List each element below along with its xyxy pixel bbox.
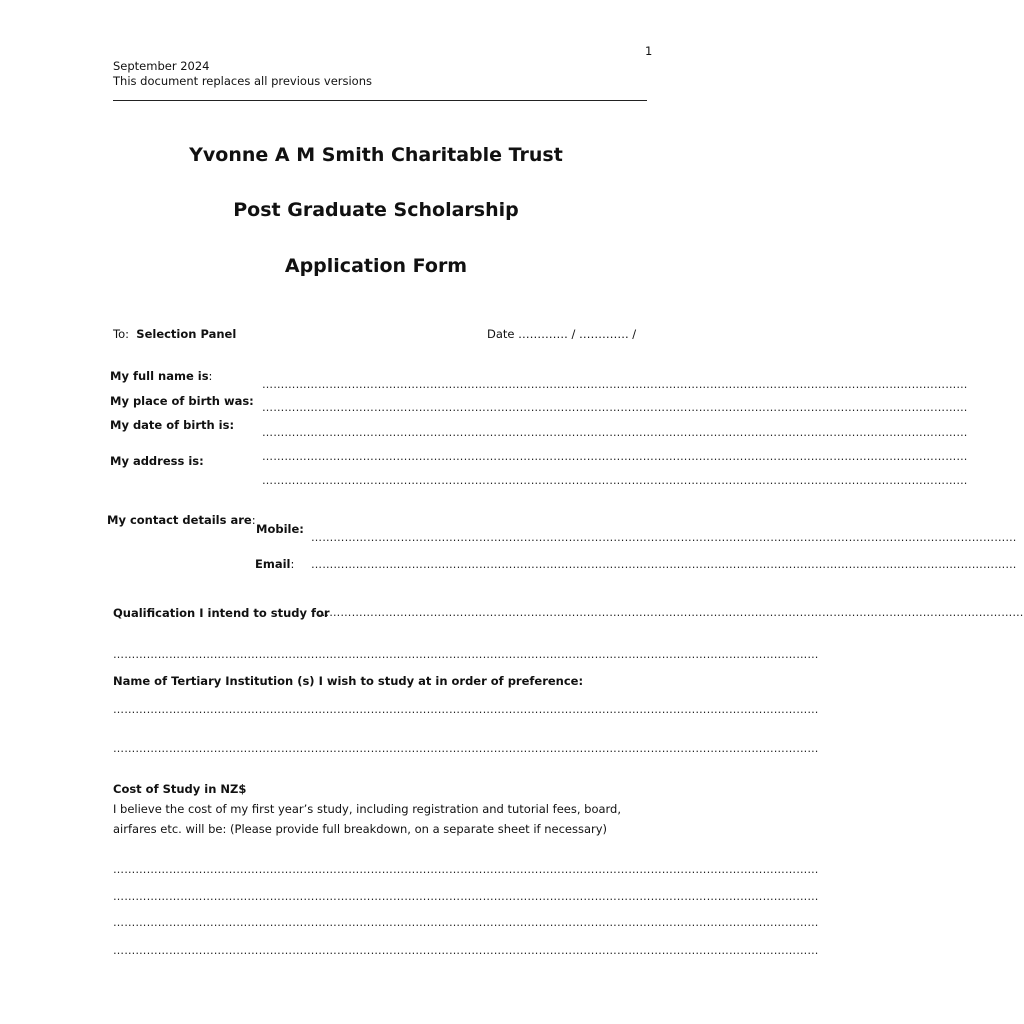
to-value: Selection Panel <box>136 327 237 341</box>
email-label-colon: : <box>290 557 295 571</box>
contact-label <box>107 513 256 527</box>
full-name-label <box>110 369 212 383</box>
email-label <box>255 557 294 571</box>
version-date: September 2024 <box>113 59 210 73</box>
mobile-label: Mobile: <box>256 522 304 536</box>
contact-label-colon: : <box>251 513 256 527</box>
address-field-line-2[interactable]: ……………………………………………………………………………………………………………………………………………………………………… <box>262 474 968 487</box>
cost-field-line-2[interactable]: ……………………………………………………………………………………………………………………………………………………………………… <box>113 890 819 903</box>
qualification-field-line-2[interactable]: ……………………………………………………………………………………………………………………………………………………………………… <box>113 648 819 661</box>
full-name-label-text: My full name is <box>110 369 209 383</box>
cost-field-line-3[interactable]: ……………………………………………………………………………………………………………………………………………………………………… <box>113 916 819 929</box>
page-number: 1 <box>645 44 653 58</box>
full-name-label-colon: : <box>208 369 213 383</box>
full-name-field[interactable]: ……………………………………………………………………………………………………………………………………………………………………… <box>262 378 968 391</box>
cost-text-line-2: airfares etc. will be: (Please provide full breakdown, on a separate sheet if necessary) <box>113 822 608 836</box>
birth-place-label: My place of birth was: <box>110 394 254 408</box>
email-field[interactable]: ……………………………………………………………………………………………………………………………………………………………………… <box>311 558 1017 571</box>
birth-place-field[interactable]: ……………………………………………………………………………………………………………………………………………………………………… <box>262 401 968 414</box>
institution-label: Name of Tertiary Institution (s) I wish to study at in order of preference: <box>113 674 584 688</box>
institution-field-line-1[interactable]: ……………………………………………………………………………………………………………………………………………………………………… <box>113 703 819 716</box>
trust-title: Yvonne A M Smith Charitable Trust <box>189 144 563 166</box>
address-label: My address is: <box>110 454 204 468</box>
birth-date-label: My date of birth is: <box>110 418 235 432</box>
date-blank: …………. / …………. / <box>518 327 637 341</box>
cost-field-line-4[interactable]: ……………………………………………………………………………………………………………………………………………………………………… <box>113 944 819 957</box>
form-title: Application Form <box>284 255 468 277</box>
cost-text-line-1: I believe the cost of my first year’s study, including registration and tutorial fees, board, <box>113 802 622 816</box>
addressee-line <box>113 327 236 341</box>
birth-date-field[interactable]: ……………………………………………………………………………………………………………………………………………………………………… <box>262 426 968 439</box>
header-divider <box>113 100 647 101</box>
cost-field-line-1[interactable]: ……………………………………………………………………………………………………………………………………………………………………… <box>113 863 819 876</box>
contact-label-text: My contact details are <box>107 513 252 527</box>
version-notice: This document replaces all previous versions <box>113 74 372 88</box>
scholarship-title: Post Graduate Scholarship <box>233 199 519 221</box>
to-label: To: <box>113 327 129 341</box>
date-field[interactable] <box>487 327 636 341</box>
address-field-line-1[interactable]: ……………………………………………………………………………………………………………………………………………………………………… <box>262 450 968 463</box>
institution-field-line-2[interactable]: ……………………………………………………………………………………………………………………………………………………………………… <box>113 742 819 755</box>
cost-heading: Cost of Study in NZ$ <box>113 782 247 796</box>
date-label: Date <box>487 327 515 341</box>
qualification-field-line-1[interactable]: ……………………………………………………………………………………………………………………………………………………………………… <box>318 606 1024 619</box>
mobile-field[interactable]: ……………………………………………………………………………………………………………………………………………………………………… <box>311 531 1017 544</box>
email-label-text: Email <box>255 557 291 571</box>
qualification-label: Qualification I intend to study for <box>113 606 330 620</box>
